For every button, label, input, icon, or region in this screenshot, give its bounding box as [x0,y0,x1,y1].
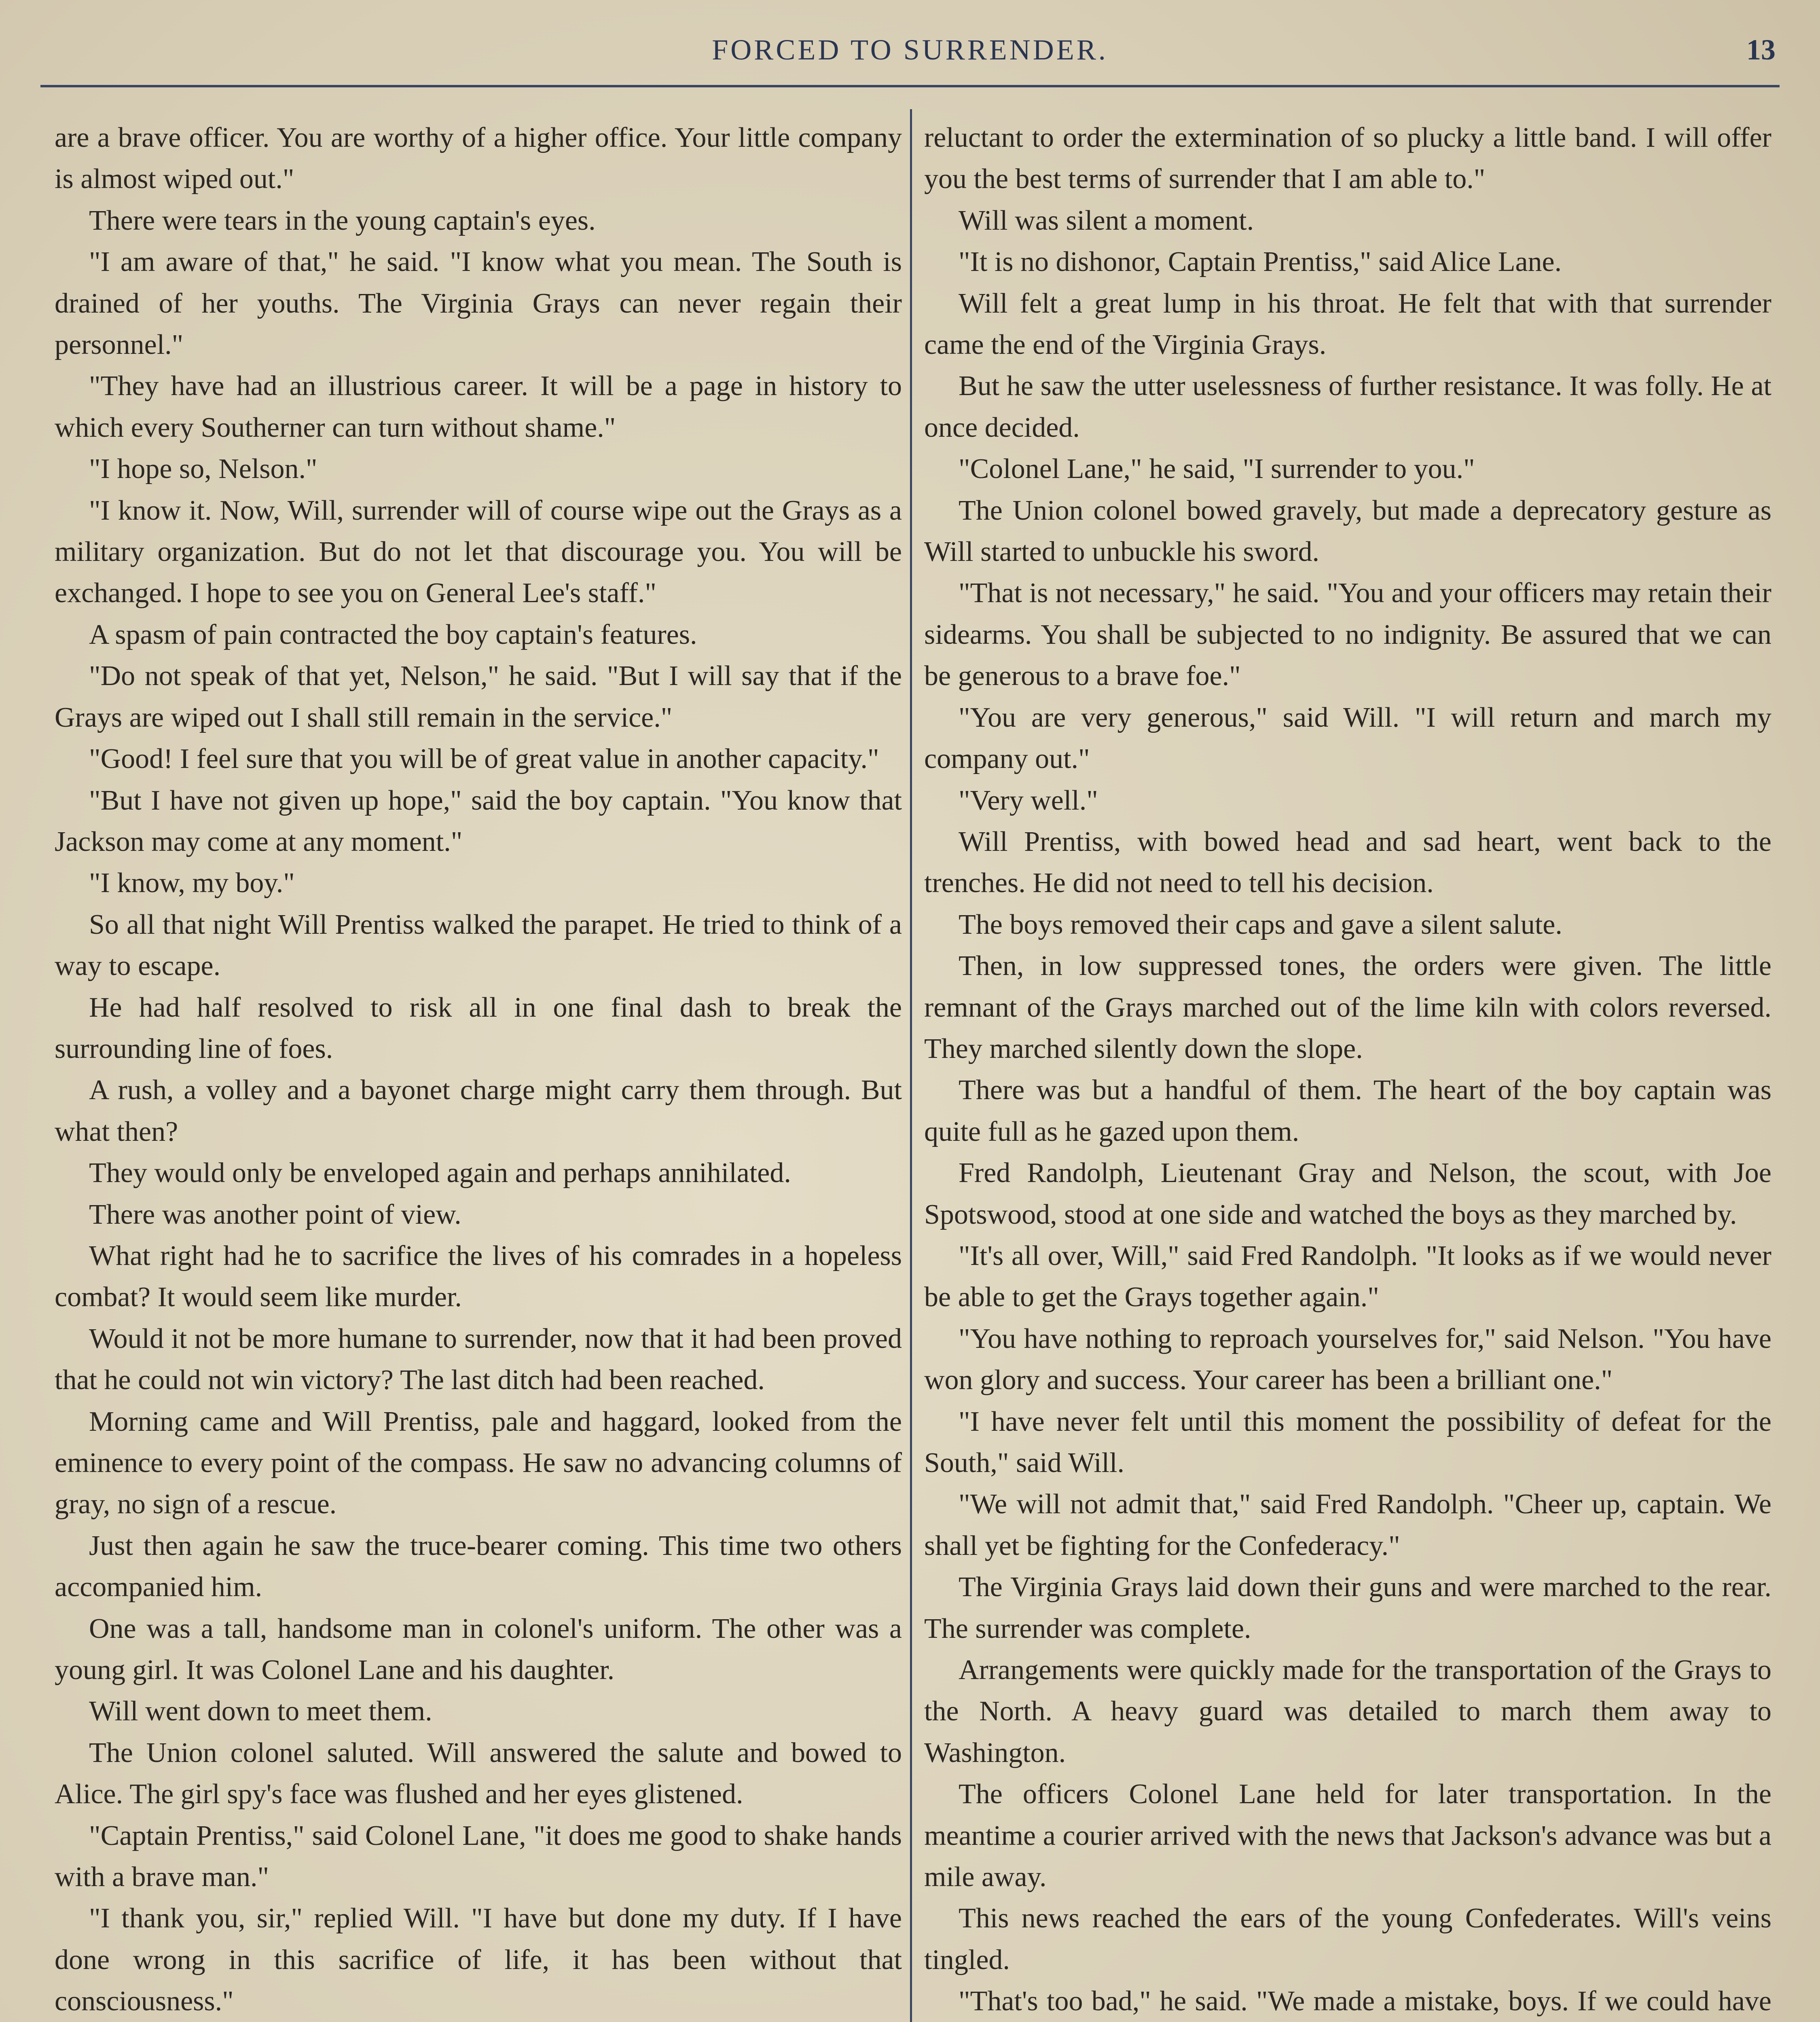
paragraph: "I know it. Now, Will, surrender will of course wipe out the Grays as a military organization. But do not let that discourage you. You will be exchanged. I hope to see you on General Lee's staff." [55,495,902,609]
paragraph: There was another point of view. [89,1199,461,1230]
paragraph: "I am aware of that," he said. "I know what you mean. The South is drained of her youths. The Virginia Grays can never regain their personnel." [55,246,902,361]
paragraph: "I thank you, sir," replied Will. "I have but done my duty. If I have done wrong in this sacrifice of life, it has been without that consciousness." [55,1903,902,2017]
paragraph: "I know, my boy." [89,867,295,899]
header-rule [40,85,1780,87]
paragraph: One was a tall, handsome man in colonel's uniform. The other was a young girl. It was Colonel Lane and his daughter. [55,1613,902,1686]
paragraph: "That is not necessary," he said. "You and your officers may retain their sidearms. You shall be subjected to no indignity. Be assured that we can be generous to a brave foe." [924,577,1771,692]
paragraph: Just then again he saw the truce-bearer coming. This time two others accompanied him. [55,1530,902,1603]
paragraph: He had half resolved to risk all in one final dash to break the surrounding line of foes. [55,992,902,1064]
paragraph: "You have nothing to reproach yourselves for," said Nelson. "You have won glory and success. Your career has been a brilliant one." [924,1323,1771,1396]
paragraph: Then, in low suppressed tones, the orders were given. The little remnant of the Grays marched out of the lime kiln with colors reversed. They marched silently down the slope. [924,950,1771,1064]
paragraph: There was but a handful of them. The heart of the boy captain was quite full as he gazed upon them. [924,1074,1771,1147]
paragraph: "Very well." [959,785,1098,816]
paragraph: Morning came and Will Prentiss, pale and haggard, looked from the eminence to every point of the compass. He saw no advancing columns of gray, no sign of a rescue. [55,1406,902,1520]
left-column [55,117,902,2022]
paragraph: are a brave officer. You are worthy of a higher office. Your little company is almost wiped out." [55,122,902,195]
paragraph: Will Prentiss, with bowed head and sad heart, went back to the trenches. He did not need to tell his decision. [924,826,1771,899]
paragraph: "Do not speak of that yet, Nelson," he said. "But I will say that if the Grays are wiped out I shall still remain in the service." [55,660,902,733]
paragraph: The officers Colonel Lane held for later transportation. In the meantime a courier arrived with the news that Jackson's advance was but a mile away. [924,1779,1771,1893]
page-number: 13 [1746,34,1776,66]
paragraph: A spasm of pain contracted the boy captain's features. [89,619,697,650]
paragraph: The Union colonel bowed gravely, but made a deprecatory gesture as Will started to unbuckle his sword. [924,495,1771,568]
paragraph: But he saw the utter uselessness of further resistance. It was folly. He at once decided. [924,370,1771,443]
paragraph: Will went down to meet them. [89,1696,432,1727]
paragraph: "I hope so, Nelson." [89,453,317,485]
paragraph: This news reached the ears of the young Confederates. Will's veins tingled. [924,1903,1771,1975]
paragraph: Arrangements were quickly made for the transportation of the Grays to the North. A heavy guard was detailed to march them away to Washington. [924,1654,1771,1768]
paragraph: "Good! I feel sure that you will be of great value in another capacity." [89,743,879,775]
paragraph: "Colonel Lane," he said, "I surrender to you." [959,453,1475,485]
paragraph: Would it not be more humane to surrender, now that it had been proved that he could not win victory? The last ditch had been reached. [55,1323,902,1396]
paragraph: "They have had an illustrious career. It will be a page in history to which every Southerner can turn without shame." [55,370,902,443]
paragraph: The boys removed their caps and gave a silent salute. [959,909,1562,940]
paragraph: There were tears in the young captain's eyes. [89,205,596,236]
running-title: FORCED TO SURRENDER. [712,34,1108,66]
paragraph: Will felt a great lump in his throat. He felt that with that surrender came the end of the Virginia Grays. [924,288,1771,361]
paragraph: "But I have not given up hope," said the boy captain. "You know that Jackson may come at any moment." [55,785,902,857]
paragraph: "You are very generous," said Will. "I will return and march my company out." [924,702,1771,775]
paragraph: So all that night Will Prentiss walked the parapet. He tried to think of a way to escape. [55,909,902,982]
paragraph: "It's all over, Will," said Fred Randolph. "It looks as if we would never be able to get the Grays together again." [924,1240,1771,1313]
paragraph: Will was silent a moment. [959,205,1254,236]
page-header [0,29,1820,74]
paragraph: "That's too bad," he said. "We made a mistake, boys. If we could have [959,1986,1771,2017]
paragraph: "Captain Prentiss," said Colonel Lane, "it does me good to shake hands with a brave man." [55,1820,902,1893]
paragraph: The Virginia Grays laid down their guns and were marched to the rear. The surrender was complete. [924,1571,1771,1644]
paragraph: A rush, a volley and a bayonet charge might carry them through. But what then? [55,1074,902,1147]
paragraph: Fred Randolph, Lieutenant Gray and Nelson, the scout, with Joe Spotswood, stood at one side and watched the boys as they marched by. [924,1157,1771,1230]
column-divider [910,109,912,2022]
paragraph: The Union colonel saluted. Will answered the salute and bowed to Alice. The girl spy's face was flushed and her eyes glistened. [55,1737,902,1810]
paragraph: What right had he to sacrifice the lives of his comrades in a hopeless combat? It would seem like murder. [55,1240,902,1313]
paragraph: "We will not admit that," said Fred Randolph. "Cheer up, captain. We shall yet be fighting for the Confederacy." [924,1489,1771,1561]
paragraph: They would only be enveloped again and perhaps annihilated. [89,1157,791,1189]
paragraph: "It is no dishonor, Captain Prentiss," said Alice Lane. [959,246,1562,278]
right-column [924,117,1771,2022]
paragraph: "I have never felt until this moment the possibility of defeat for the South," said Will. [924,1406,1771,1478]
paragraph: reluctant to order the extermination of so plucky a little band. I will offer you the best terms of surrender that I am able to." [924,122,1771,195]
